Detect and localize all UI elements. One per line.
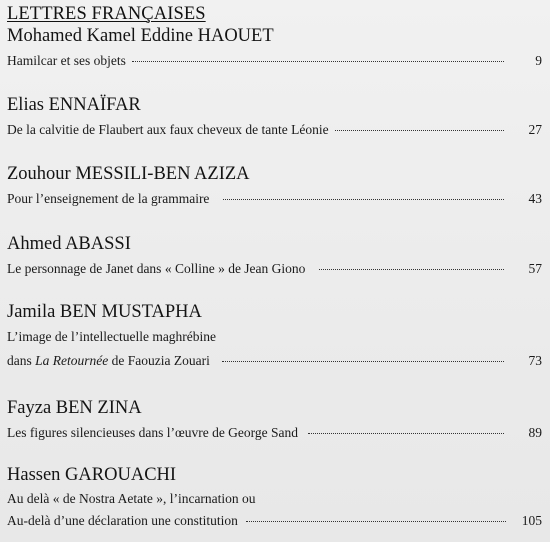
dot-leader	[319, 269, 504, 270]
entry-author: Zouhour MESSILI-BEN AZIZA	[7, 164, 250, 184]
entry-title: Pour l’enseignement de la grammaire	[7, 191, 210, 206]
entry-title-work: La Retournée	[35, 353, 109, 368]
entry-title-prefix: dans	[7, 353, 32, 368]
page-number: 73	[528, 353, 542, 368]
toc-entry	[7, 94, 542, 139]
toc-entry	[7, 464, 542, 530]
toc-line[interactable]	[7, 189, 542, 208]
toc-line[interactable]	[7, 423, 542, 442]
toc-line	[7, 327, 542, 346]
dot-leader	[223, 199, 504, 200]
toc-line[interactable]	[7, 51, 542, 70]
page-number: 43	[528, 191, 542, 206]
dot-leader	[335, 130, 504, 131]
page-number: 57	[528, 261, 542, 276]
entry-title-suffix: de Faouzia Zouari	[111, 353, 210, 368]
dot-leader	[308, 433, 504, 434]
page-number: 27	[528, 122, 542, 137]
entry-title: L’image de l’intellectuelle maghrébine	[7, 329, 217, 344]
entry-author: Fayza BEN ZINA	[7, 398, 142, 418]
entry-title: Le personnage de Janet dans « Colline » de Jean Giono	[7, 261, 306, 276]
page-number: 105	[521, 513, 542, 528]
toc-entry	[7, 301, 542, 370]
page-number: 89	[528, 425, 542, 440]
entry-author: Mohamed Kamel Eddine HAOUET	[7, 26, 274, 46]
section-title: LETTRES FRANÇAISES	[7, 4, 206, 24]
entry-author: Ahmed ABASSI	[7, 234, 131, 254]
toc-line[interactable]	[7, 259, 542, 278]
dot-leader	[132, 61, 504, 62]
toc-line[interactable]	[7, 351, 542, 370]
entry-title: Hamilcar et ses objets	[7, 53, 126, 68]
entry-title: Au delà « de Nostra Aetate », l’incarnation ou	[7, 491, 256, 506]
toc-entry	[7, 397, 542, 442]
toc-line[interactable]	[7, 511, 542, 530]
toc-entry	[7, 163, 542, 208]
entry-title-continued	[7, 351, 210, 370]
toc-entry	[7, 233, 542, 278]
toc-line[interactable]	[7, 120, 542, 139]
dot-leader	[246, 521, 506, 522]
entry-author: Jamila BEN MUSTAPHA	[7, 302, 202, 322]
toc-entry	[7, 25, 542, 70]
page-number: 9	[535, 53, 542, 68]
entry-title: De la calvitie de Flaubert aux faux cheveux de tante Léonie	[7, 122, 329, 137]
dot-leader	[222, 361, 504, 362]
entry-author: Elias ENNAÏFAR	[7, 95, 141, 115]
toc-line	[7, 489, 542, 508]
entry-title: Les figures silencieuses dans l’œuvre de George Sand	[7, 425, 299, 440]
entry-title-continued: Au-delà d’une déclaration une constitution	[7, 513, 238, 528]
entry-author: Hassen GAROUACHI	[7, 465, 177, 485]
